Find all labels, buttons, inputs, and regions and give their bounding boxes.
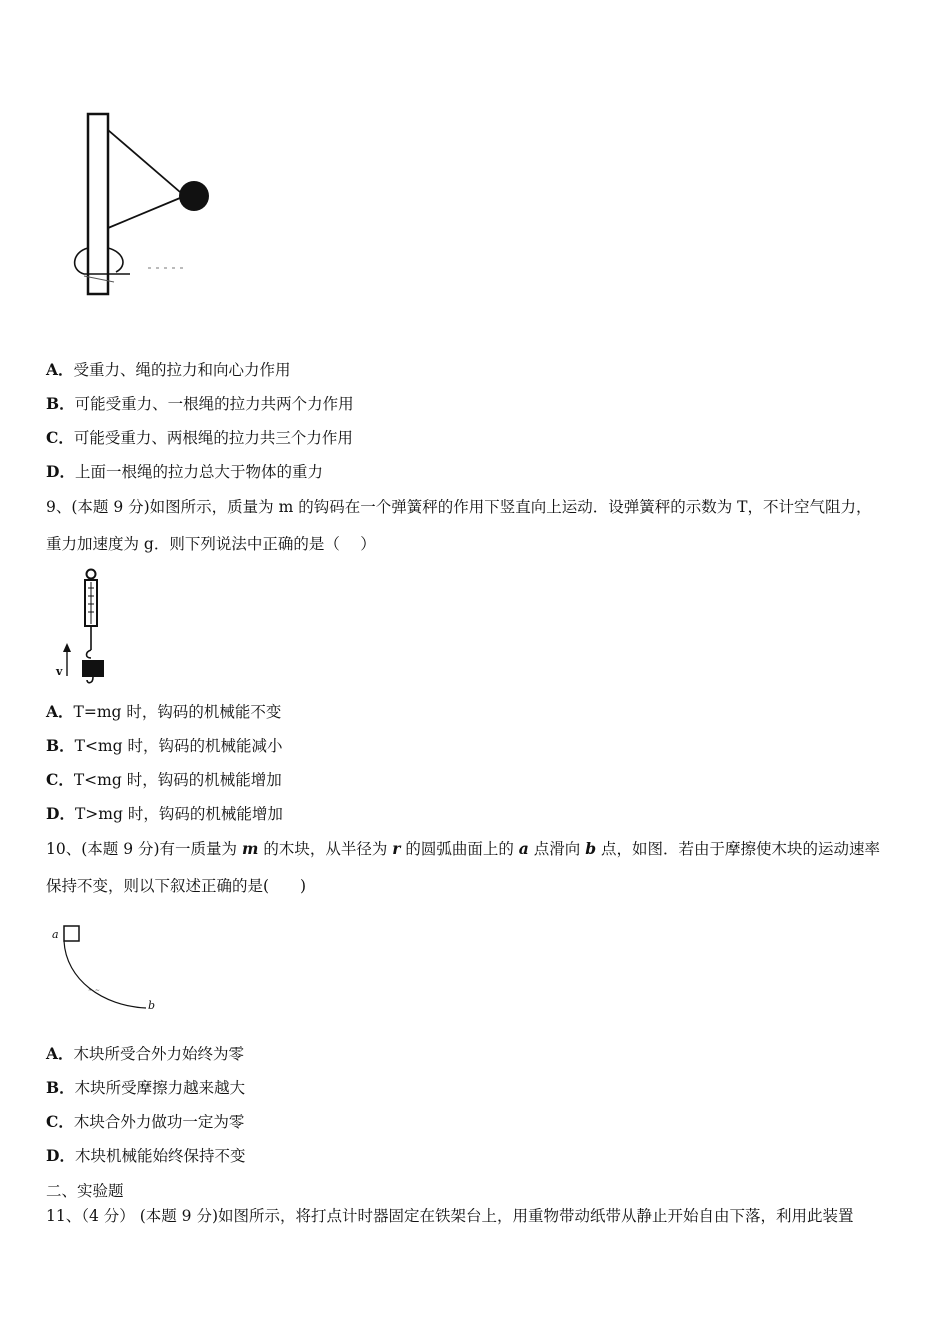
point-b-label: b bbox=[148, 999, 156, 1012]
q10-option-d: D．木块机械能始终保持不变 bbox=[46, 1146, 246, 1165]
point-a-label: a bbox=[52, 928, 59, 941]
q8-option-b: B．可能受重力、一根绳的拉力共两个力作用 bbox=[46, 394, 354, 413]
q10-stem-line1: 10、(本题 9 分)有一质量为 m 的木块，从半径为 r 的圆弧曲面上的 a 点滑向 b 点，如图．若由于摩擦使木块的运动速率 bbox=[46, 839, 880, 858]
section-title: 二、实验题 bbox=[46, 1182, 124, 1200]
q10-option-b: B．木块所受摩擦力越来越大 bbox=[46, 1078, 246, 1097]
q9-stem-line2: 重力加速度为 g．则下列说法中正确的是（ ） bbox=[46, 535, 376, 553]
rotating-rod-figure bbox=[70, 110, 220, 300]
q9-stem-line1: 9、(本题 9 分)如图所示，质量为 m 的钩码在一个弹簧秤的作用下竖直向上运动．设弹簧秤的示数为 T，不计空气阻力， bbox=[46, 498, 872, 516]
q8-option-a: A．受重力、绳的拉力和向心力作用 bbox=[46, 360, 291, 379]
q10-option-c: C．木块合外力做功一定为零 bbox=[46, 1112, 245, 1131]
q9-option-b: B．T<mg 时，钩码的机械能减小 bbox=[46, 736, 283, 755]
q9-option-d: D．T>mg 时，钩码的机械能增加 bbox=[46, 804, 283, 823]
q10-stem-line2: 保持不变，则以下叙述正确的是( ) bbox=[46, 877, 307, 895]
q8-option-d: D．上面一根绳的拉力总大于物体的重力 bbox=[46, 462, 323, 481]
arc-block-figure bbox=[48, 920, 168, 1020]
velocity-label: v bbox=[56, 665, 63, 678]
q11-stem-line1: 11、（4 分） (本题 9 分)如图所示，将打点计时器固定在铁架台上，用重物带动纸带从静止开始自由下落，利用此装置 bbox=[46, 1207, 854, 1225]
q8-option-c: C．可能受重力、两根绳的拉力共三个力作用 bbox=[46, 428, 353, 447]
q9-option-c: C．T<mg 时，钩码的机械能增加 bbox=[46, 770, 282, 789]
spring-scale-figure bbox=[50, 566, 120, 686]
q9-option-a: A．T=mg 时，钩码的机械能不变 bbox=[46, 702, 282, 721]
svg-text:~ ~: ~ ~ bbox=[88, 987, 100, 994]
q10-option-a: A．木块所受合外力始终为零 bbox=[46, 1044, 245, 1063]
